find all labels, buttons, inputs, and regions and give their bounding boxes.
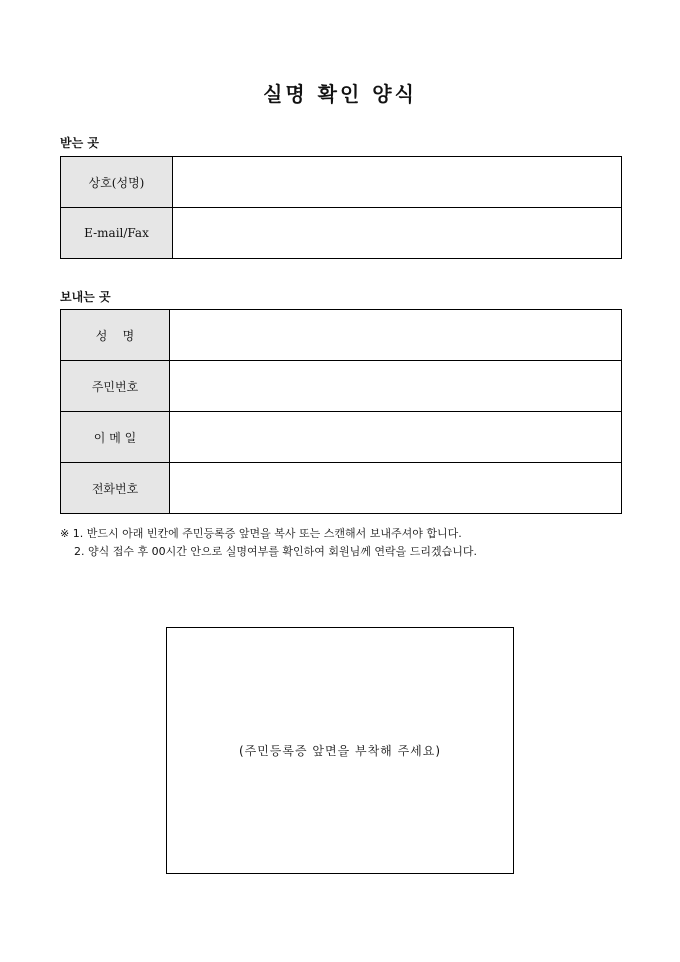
email-fax-label: E-mail/Fax [61, 208, 173, 259]
company-name-field[interactable] [173, 157, 622, 208]
sender-table [60, 309, 622, 514]
attachment-placeholder: (주민등록증 앞면을 부착해 주세요) [238, 744, 442, 758]
resident-number-field[interactable] [170, 361, 622, 412]
table-row [61, 361, 622, 412]
email-field[interactable] [170, 412, 622, 463]
email-fax-field[interactable] [173, 208, 622, 259]
form-title: 실명 확인 양식 [263, 82, 417, 106]
table-row [61, 208, 622, 259]
note-line-2: 2. 양식 접수 후 00시간 안으로 실명여부를 확인하여 회원님께 연락을 드리겠습니다. [74, 545, 477, 558]
table-row [61, 310, 622, 361]
name-field[interactable] [170, 310, 622, 361]
email-label: 이 메 일 [61, 412, 170, 463]
recipient-table [60, 156, 622, 259]
name-label: 성 명 [61, 310, 170, 361]
company-name-label: 상호(성명) [61, 157, 173, 208]
resident-number-label: 주민번호 [61, 361, 170, 412]
phone-label: 전화번호 [61, 463, 170, 514]
recipient-heading: 받는 곳 [60, 136, 99, 150]
notes [60, 525, 477, 561]
sender-heading: 보내는 곳 [60, 290, 111, 304]
table-row [61, 412, 622, 463]
table-row [61, 157, 622, 208]
phone-field[interactable] [170, 463, 622, 514]
note-line-1: ※ 1. 반드시 아래 빈칸에 주민등록증 앞면을 복사 또는 스캔해서 보내주셔야 합니다. [60, 527, 462, 540]
id-card-attachment-box [166, 627, 514, 874]
table-row [61, 463, 622, 514]
